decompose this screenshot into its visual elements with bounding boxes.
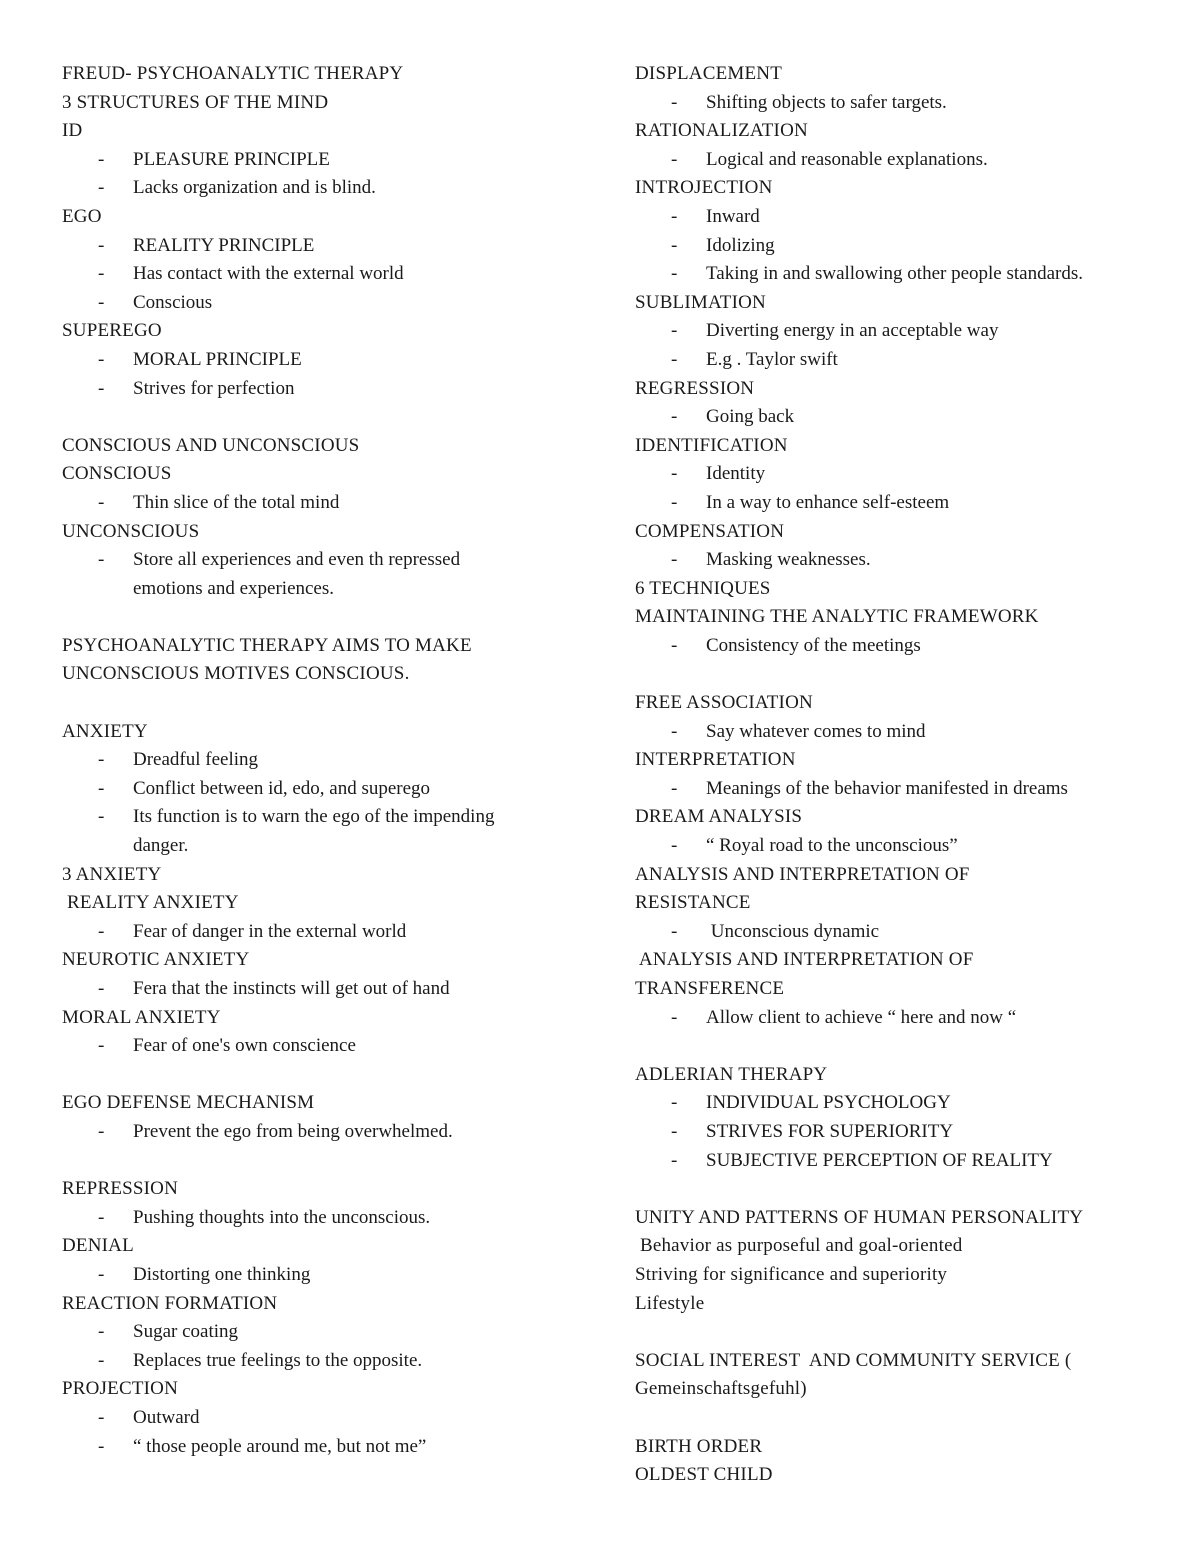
bullet-dash: - [98, 148, 105, 170]
bullet-item [62, 775, 582, 804]
bullet-dash: - [98, 263, 105, 285]
bullet-text-continuation: emotions and experiences. [133, 577, 335, 599]
heading-id: ID [62, 120, 83, 142]
bullet-item [62, 232, 582, 261]
bullet-dash: - [98, 1349, 105, 1371]
heading-introjection: INTROJECTION [635, 177, 773, 199]
heading-conscious: CONSCIOUS [62, 463, 172, 485]
bullet-item [635, 89, 1175, 118]
bullet-dash: - [671, 1006, 678, 1028]
bullet-item [635, 403, 1175, 432]
bullet-dash: - [98, 234, 105, 256]
bullet-dash: - [98, 777, 105, 799]
heading-dream-analysis: DREAM ANALYSIS [635, 806, 803, 828]
heading-conscious-and-unconscious: CONSCIOUS AND UNCONSCIOUS [62, 434, 360, 456]
bullet-text: Replaces true feelings to the opposite. [133, 1349, 423, 1371]
bullet-dash: - [98, 749, 105, 771]
bullet-text: Prevent the ego from being overwhelmed. [133, 1120, 453, 1142]
bullet-item [62, 375, 582, 404]
bullet-item [62, 975, 582, 1004]
bullet-dash: - [671, 549, 678, 571]
bullet-dash: - [98, 1035, 105, 1057]
bullet-text: Conscious [133, 291, 213, 313]
bullet-item [62, 1032, 582, 1061]
bullet-dash: - [671, 406, 678, 428]
heading-anxiety: ANXIETY [62, 720, 148, 742]
bullet-text: Masking weaknesses. [706, 549, 871, 571]
bullet-item [62, 346, 582, 375]
heading-gemeinschaftsgefuhl: Gemeinschaftsgefuhl) [635, 1378, 807, 1400]
bullet-dash: - [98, 920, 105, 942]
bullet-text: Diverting energy in an acceptable way [706, 320, 999, 342]
heading-repression: REPRESSION [62, 1178, 179, 1200]
bullet-text: Taking in and swallowing other people standards. [706, 263, 1084, 285]
bullet-dash: - [671, 777, 678, 799]
bullet-text: Fear of danger in the external world [133, 920, 407, 942]
bullet-item [62, 174, 582, 203]
bullet-text: REALITY PRINCIPLE [133, 234, 315, 256]
heading-transference: TRANSFERENCE [635, 978, 785, 999]
bullet-dash: - [98, 348, 105, 370]
bullet-text: “ those people around me, but not me” [133, 1435, 427, 1457]
heading-rationalization: RATIONALIZATION [635, 120, 808, 142]
bullet-text: Its function is to warn the ego of the impending [133, 806, 495, 828]
heading-maintaining-the-analytic-framework: MAINTAINING THE ANALYTIC FRAMEWORK [635, 606, 1039, 628]
heading-birth-order: BIRTH ORDER [635, 1435, 763, 1457]
bullet-dash: - [671, 720, 678, 742]
bullet-dash: - [98, 1435, 105, 1457]
bullet-dash: - [671, 1149, 678, 1171]
bullet-item [635, 1089, 1175, 1118]
bullet-text: Idolizing [706, 234, 775, 256]
heading-resistance: RESISTANCE [635, 892, 751, 914]
bullet-item [635, 260, 1175, 289]
blank-line [62, 1061, 582, 1090]
bullet-text: In a way to enhance self-esteem [706, 491, 950, 513]
heading-ego-defense-mechanism: EGO DEFENSE MECHANISM [62, 1092, 315, 1114]
heading-behavior-as-purposeful-and-goal-oriented: Behavior as purposeful and goal-oriented [635, 1235, 963, 1257]
blank-line [62, 603, 582, 632]
heading-reality-anxiety: REALITY ANXIETY [62, 892, 239, 914]
bullet-dash: - [671, 148, 678, 170]
heading-interpretation: INTERPRETATION [635, 749, 796, 771]
bullet-dash: - [671, 491, 678, 513]
bullet-item [635, 317, 1175, 346]
bullet-text: E.g . Taylor swift [706, 348, 838, 370]
bullet-text: STRIVES FOR SUPERIORITY [706, 1120, 954, 1142]
bullet-item [635, 832, 1175, 861]
heading-denial: DENIAL [62, 1235, 134, 1257]
heading-lifestyle: Lifestyle [635, 1292, 705, 1314]
bullet-dash: - [98, 978, 105, 999]
bullet-text: Distorting one thinking [133, 1263, 311, 1285]
bullet-item [635, 546, 1175, 575]
bullet-item [635, 918, 1175, 947]
bullet-dash: - [671, 920, 678, 942]
heading-adlerian-therapy: ADLERIAN THERAPY [635, 1063, 828, 1085]
bullet-item [635, 489, 1175, 518]
heading-sublimation: SUBLIMATION [635, 291, 766, 313]
bullet-dash: - [671, 1120, 678, 1142]
bullet-item [62, 1347, 582, 1376]
heading-projection: PROJECTION [62, 1378, 179, 1400]
bullet-dash: - [671, 463, 678, 485]
bullet-dash: - [671, 835, 678, 857]
bullet-item [635, 1004, 1175, 1033]
blank-line [62, 1147, 582, 1176]
bullet-item [635, 775, 1175, 804]
bullet-text: SUBJECTIVE PERCEPTION OF REALITY [706, 1149, 1053, 1171]
bullet-text: Lacks organization and is blind. [133, 177, 376, 199]
bullet-text: Pushing thoughts into the unconscious. [133, 1206, 431, 1228]
bullet-item [62, 260, 582, 289]
bullet-text: Dreadful feeling [133, 749, 259, 771]
bullet-item [635, 718, 1175, 747]
bullet-dash: - [671, 348, 678, 370]
heading-3-structures-of-the-mind: 3 STRUCTURES OF THE MIND [62, 91, 329, 113]
bullet-item [62, 489, 582, 518]
bullet-item [62, 1404, 582, 1433]
heading-striving-for-significance-and-superiorit: Striving for significance and superiority [635, 1263, 948, 1285]
heading-analysis-and-interpretation-of: ANALYSIS AND INTERPRETATION OF [635, 863, 970, 885]
heading-unconscious: UNCONSCIOUS [62, 520, 200, 542]
bullet-dash: - [671, 634, 678, 656]
bullet-text: Consistency of the meetings [706, 634, 921, 656]
bullet-text: Logical and reasonable explanations. [706, 148, 988, 170]
bullet-text: Fear of one's own conscience [133, 1035, 356, 1057]
heading-analysis-and-interpretation-of: ANALYSIS AND INTERPRETATION OF [635, 949, 974, 971]
heading-oldest-child: OLDEST CHILD [635, 1464, 773, 1486]
bullet-item [62, 1318, 582, 1347]
bullet-dash: - [98, 1120, 105, 1142]
bullet-item [635, 1118, 1175, 1147]
bullet-item [62, 918, 582, 947]
bullet-item [635, 460, 1175, 489]
heading-3-anxiety: 3 ANXIETY [62, 863, 162, 885]
bullet-dash: - [671, 320, 678, 342]
bullet-text: INDIVIDUAL PSYCHOLOGY [706, 1092, 951, 1114]
bullet-dash: - [671, 205, 678, 227]
bullet-dash: - [98, 291, 105, 313]
bullet-text: Strives for perfection [133, 377, 295, 399]
heading-moral-anxiety: MORAL ANXIETY [62, 1006, 221, 1028]
blank-line [62, 403, 582, 432]
bullet-item [62, 1261, 582, 1290]
blank-line [62, 689, 582, 718]
blank-line [635, 1318, 1175, 1347]
blank-line [635, 1404, 1175, 1433]
bullet-item [635, 203, 1175, 232]
bullet-item [62, 1204, 582, 1233]
bullet-dash: - [98, 377, 105, 399]
bullet-dash: - [671, 234, 678, 256]
bullet-item [635, 1147, 1175, 1176]
heading-free-association: FREE ASSOCIATION [635, 692, 813, 714]
bullet-text: Fera that the instincts will get out of hand [133, 978, 450, 999]
bullet-item [62, 1433, 582, 1462]
blank-line [635, 1175, 1175, 1204]
bullet-text: Going back [706, 406, 795, 428]
bullet-dash: - [98, 1321, 105, 1343]
bullet-text: MORAL PRINCIPLE [133, 348, 302, 370]
heading-reaction-formation: REACTION FORMATION [62, 1292, 278, 1314]
bullet-item [635, 146, 1175, 175]
bullet-item [635, 232, 1175, 261]
bullet-item [62, 546, 582, 603]
heading-identification: IDENTIFICATION [635, 434, 788, 456]
heading-compensation: COMPENSATION [635, 520, 785, 542]
bullet-item [635, 632, 1175, 661]
bullet-dash: - [671, 263, 678, 285]
heading-unconscious-motives-conscious: UNCONSCIOUS MOTIVES CONSCIOUS. [62, 663, 410, 685]
bullet-item [62, 803, 582, 860]
bullet-text: Store all experiences and even th repressed [133, 549, 461, 571]
bullet-dash: - [98, 806, 105, 828]
bullet-text: Meanings of the behavior manifested in dreams [706, 777, 1068, 799]
bullet-text-continuation: danger. [133, 835, 189, 857]
heading-social-interest-and-community-service: SOCIAL INTEREST AND COMMUNITY SERVICE ( [635, 1349, 1072, 1371]
bullet-text: Say whatever comes to mind [706, 720, 926, 742]
bullet-text: Unconscious dynamic [706, 920, 880, 942]
bullet-text: Inward [706, 205, 760, 227]
bullet-dash: - [98, 1263, 105, 1285]
bullet-dash: - [98, 1406, 105, 1428]
bullet-item [62, 1118, 582, 1147]
bullet-text: Identity [706, 463, 766, 485]
bullet-text: “ Royal road to the unconscious” [706, 835, 958, 857]
bullet-text: Thin slice of the total mind [133, 491, 340, 513]
bullet-item [62, 289, 582, 318]
bullet-text: Outward [133, 1406, 200, 1428]
bullet-item [62, 746, 582, 775]
bullet-dash: - [671, 1092, 678, 1114]
bullet-text: Allow client to achieve “ here and now “ [706, 1006, 1017, 1028]
bullet-dash: - [671, 91, 678, 113]
bullet-dash: - [98, 491, 105, 513]
heading-displacement: DISPLACEMENT [635, 63, 783, 84]
bullet-text: PLEASURE PRINCIPLE [133, 148, 330, 170]
bullet-text: Has contact with the external world [133, 263, 404, 285]
heading-regression: REGRESSION [635, 377, 755, 399]
right-column [635, 60, 1175, 1490]
heading-unity-and-patterns-of-human-personality: UNITY AND PATTERNS OF HUMAN PERSONALITY [635, 1206, 1084, 1228]
bullet-dash: - [98, 177, 105, 199]
bullet-text: Conflict between id, edo, and superego [133, 777, 431, 799]
blank-line [635, 1032, 1175, 1061]
heading-6-techniques: 6 TECHNIQUES [635, 577, 771, 599]
bullet-text: Shifting objects to safer targets. [706, 91, 947, 113]
heading-freud-psychoanalytic-therapy: FREUD- PSYCHOANALYTIC THERAPY [62, 63, 404, 84]
bullet-item [62, 146, 582, 175]
heading-psychoanalytic-therapy-aims-to-make: PSYCHOANALYTIC THERAPY AIMS TO MAKE [62, 634, 472, 656]
bullet-text: Sugar coating [133, 1321, 239, 1343]
left-column [62, 60, 582, 1461]
bullet-dash: - [98, 549, 105, 571]
bullet-item [635, 346, 1175, 375]
heading-superego: SUPEREGO [62, 320, 162, 342]
heading-neurotic-anxiety: NEUROTIC ANXIETY [62, 949, 250, 971]
blank-line [635, 660, 1175, 689]
heading-ego: EGO [62, 205, 102, 227]
bullet-dash: - [98, 1206, 105, 1228]
